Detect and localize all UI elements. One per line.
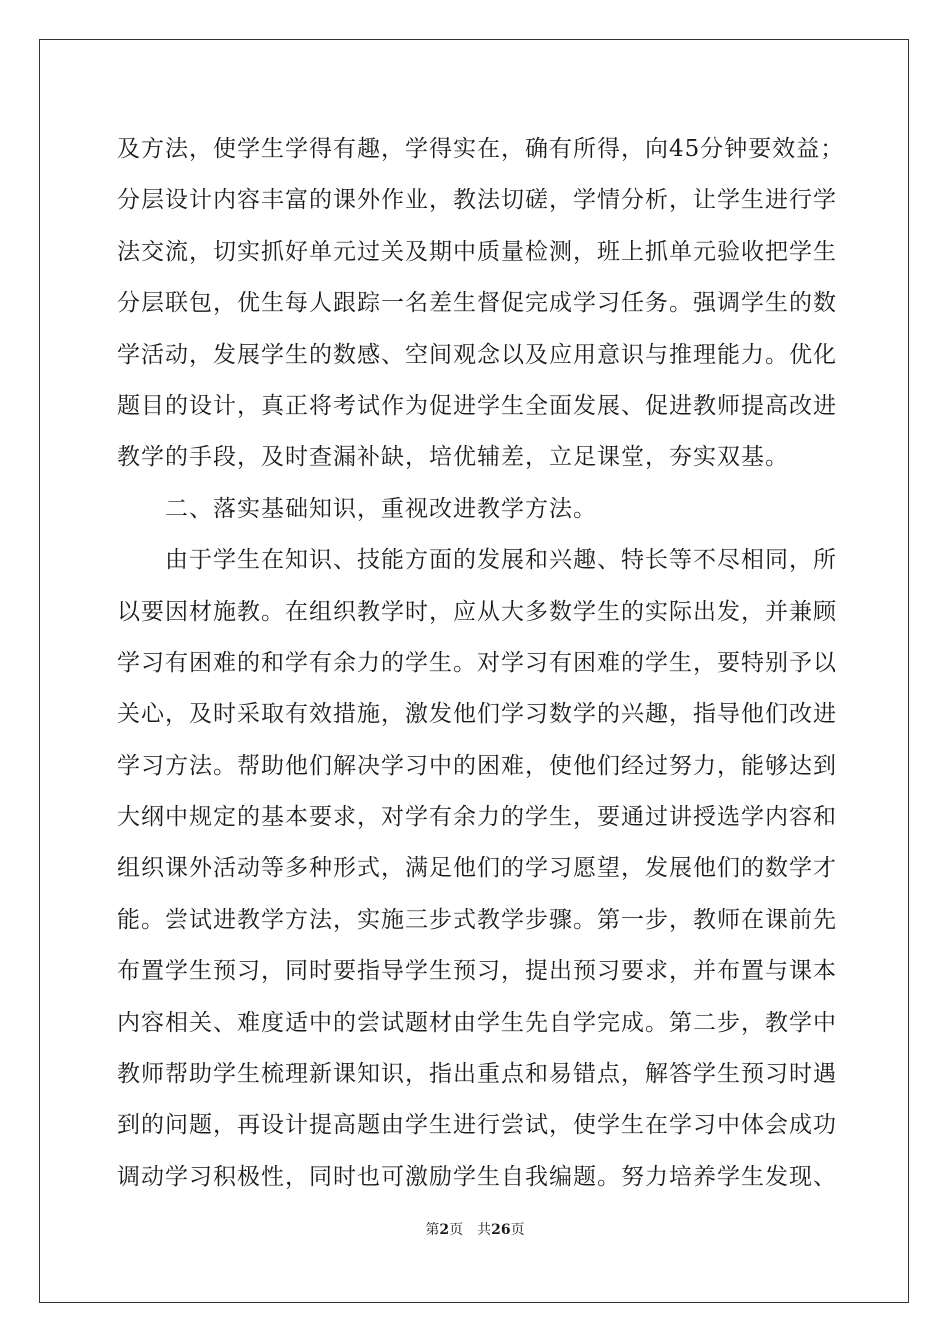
- footer-page-suffix: 页: [449, 1222, 464, 1238]
- document-body: [117, 124, 845, 1203]
- text-line: 布置学生预习，同时要指导学生预习，提出预习要求，并布置与课本: [117, 958, 837, 985]
- text-line: 能。尝试进教学方法，实施三步式教学步骤。第一步，教师在课前先: [117, 906, 837, 933]
- text-line: 学习方法。帮助他们解决学习中的困难，使他们经过努力，能够达到: [117, 752, 837, 779]
- footer-page-number: 2: [439, 1222, 450, 1238]
- text-line: 到的问题，再设计提高题由学生进行尝试，使学生在学习中体会成功: [117, 1112, 837, 1139]
- footer-total-pages: 26: [491, 1222, 511, 1238]
- text-line: 及方法，使学生学得有趣，学得实在，确有所得，向45分钟要效益；: [117, 136, 845, 162]
- text-line: 调动学习积极性，同时也可激励学生自我编题。努力培养学生发现、: [117, 1163, 837, 1190]
- text-line: 学习有困难的和学有余力的学生。对学习有困难的学生，要特别予以: [117, 649, 837, 676]
- text-line: 大纲中规定的基本要求，对学有余力的学生，要通过讲授选学内容和: [117, 804, 837, 831]
- text-line: 学活动，发展学生的数感、空间观念以及应用意识与推理能力。优化: [117, 341, 837, 368]
- footer-total-prefix: 共: [477, 1222, 492, 1238]
- footer-page-prefix: 第: [425, 1222, 440, 1238]
- text-line: 分层设计内容丰富的课外作业，教法切磋，学情分析，让学生进行学: [117, 187, 837, 214]
- text-line: 内容相关、难度适中的尝试题材由学生先自学完成。第二步，教学中: [117, 1009, 837, 1036]
- text-line: 教师帮助学生梳理新课知识，指出重点和易错点，解答学生预习时遇: [117, 1061, 837, 1088]
- text-line: 分层联包，优生每人跟踪一名差生督促完成学习任务。强调学生的数: [117, 290, 837, 317]
- text-line: 法交流，切实抓好单元过关及期中质量检测，班上抓单元验收把学生: [117, 238, 837, 265]
- text-line: 组织课外活动等多种形式，满足他们的学习愿望，发展他们的数学才: [117, 855, 837, 882]
- page-footer: [0, 1219, 950, 1239]
- text-line: 二、落实基础知识，重视改进教学方法。: [165, 495, 597, 522]
- text-line: 教学的手段，及时查漏补缺，培优辅差，立足课堂，夯实双基。: [117, 444, 789, 471]
- text-line: 由于学生在知识、技能方面的发展和兴趣、特长等不尽相同，所: [165, 547, 837, 574]
- text-line: 以要因材施教。在组织教学时，应从大多数学生的实际出发，并兼顾: [117, 598, 837, 625]
- text-line: 关心，及时采取有效措施，激发他们学习数学的兴趣，指导他们改进: [117, 701, 837, 728]
- text-line: 题目的设计，真正将考试作为促进学生全面发展、促进教师提高改进: [117, 392, 837, 419]
- footer-total-suffix: 页: [510, 1222, 525, 1238]
